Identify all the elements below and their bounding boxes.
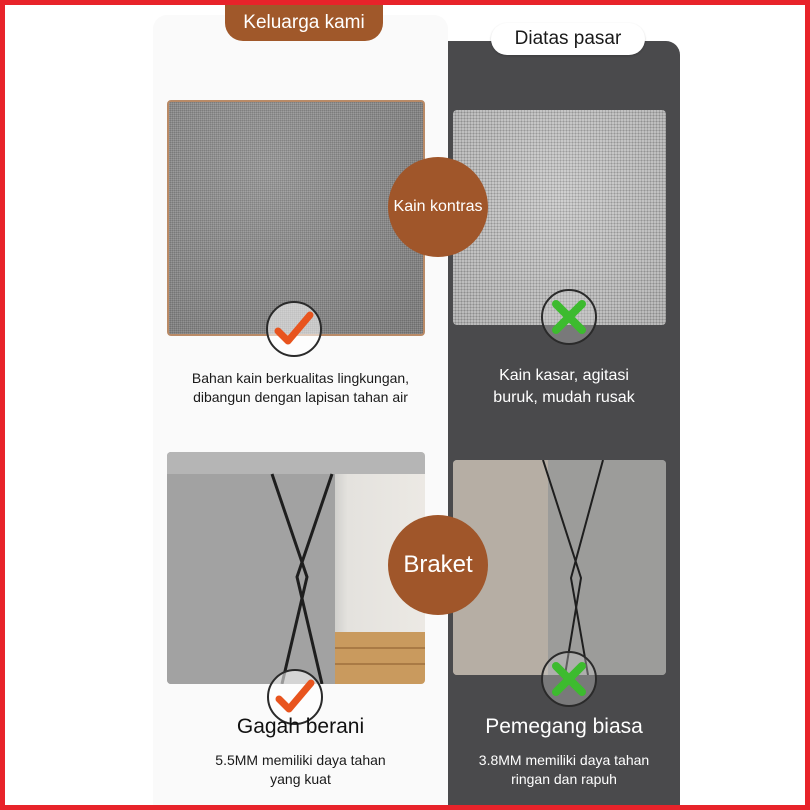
strong-bracket-photo	[167, 452, 425, 684]
bracket-left-title-text: Gagah berani	[236, 715, 365, 738]
fabric-right-caption	[448, 365, 680, 408]
fabric-right-caption-line2: buruk, mudah rusak	[493, 388, 635, 406]
bracket-label: Braket	[403, 551, 473, 578]
market-tag	[491, 23, 645, 55]
bracket-left-caption	[153, 751, 448, 789]
comparison-graphic	[5, 5, 805, 805]
fabric-cross-mark	[541, 289, 597, 345]
cross-icon	[547, 295, 591, 339]
fabric-left-caption-line1: Bahan kain berkualitas lingkungan,	[191, 370, 410, 386]
market-tag-label: Diatas pasar	[514, 28, 622, 49]
bracket-left-caption-line2: yang kuat	[270, 770, 331, 787]
strong-bracket-drawing	[167, 452, 425, 684]
bracket-right-caption	[448, 751, 680, 789]
bracket-badge	[388, 515, 488, 615]
fabric-contrast-label: Kain kontras	[393, 198, 483, 215]
check-icon	[272, 307, 316, 351]
our-family-tag	[225, 5, 383, 41]
bracket-left-title	[153, 713, 448, 741]
bracket-right-caption-line2: ringan dan rapuh	[511, 770, 617, 787]
bracket-right-caption-line1: 3.8MM memiliki daya tahan	[478, 752, 650, 768]
fabric-left-caption	[153, 369, 448, 407]
fabric-left-caption-line2: dibangun dengan lapisan tahan air	[193, 388, 408, 405]
cross-icon	[547, 657, 591, 701]
fabric-check-mark	[266, 301, 322, 357]
bracket-cross-mark	[541, 651, 597, 707]
our-family-tag-label: Keluarga kami	[243, 12, 365, 33]
fabric-contrast-badge	[388, 157, 488, 257]
fabric-right-caption-line1: Kain kasar, agitasi	[499, 367, 629, 384]
bracket-left-caption-line1: 5.5MM memiliki daya tahan	[215, 752, 386, 768]
bracket-right-title-text: Pemegang biasa	[485, 715, 643, 738]
bracket-right-title	[448, 713, 680, 741]
